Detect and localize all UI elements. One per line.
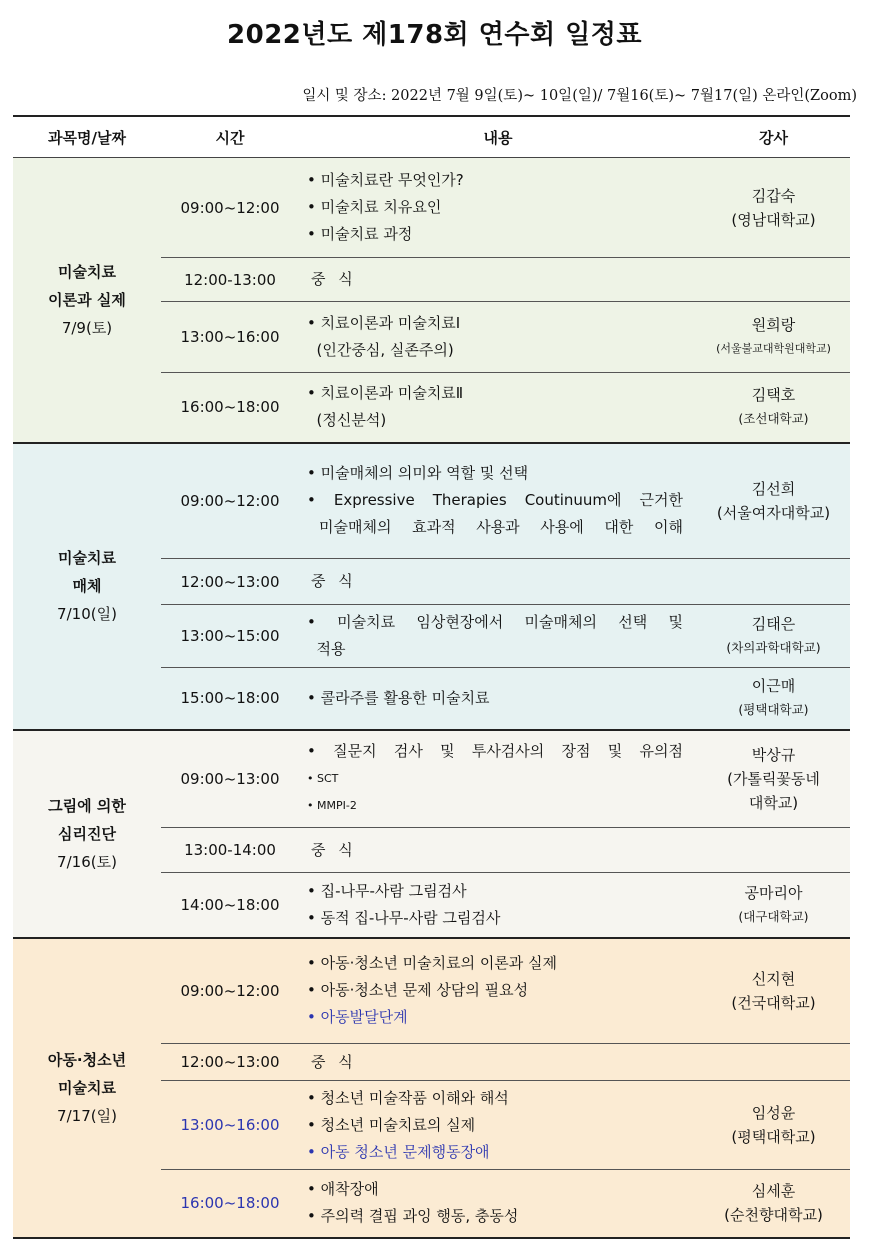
date: 7/9(토)	[61, 318, 113, 337]
table-row	[13, 730, 850, 828]
header-time: 시간	[161, 116, 299, 158]
content-cell	[299, 258, 697, 302]
time-cell: 09:00~12:00	[161, 938, 299, 1044]
instructor-cell: 김선희 (서울여자대학교)	[697, 443, 850, 559]
instructor-cell: 심세훈 (순천향대학교)	[697, 1170, 850, 1238]
time-cell: 13:00-14:00	[161, 828, 299, 873]
table-row	[13, 443, 850, 559]
schedule-info: 일시 및 장소: 2022년 7월 9일(토)~ 10일(일)/ 7월16(토)~ 7월17(일) 온라인(Zoom)	[302, 88, 857, 104]
header-instructor: 강사	[697, 116, 850, 158]
content-cell: • 청소년 미술작품 이해와 해석 • 청소년 미술치료의 실제 • 아동 청소년 문제행동장애	[299, 1081, 697, 1170]
date: 7/16(토)	[57, 852, 117, 871]
time-cell: 12:00-13:00	[161, 258, 299, 302]
content-cell	[299, 559, 697, 605]
lunch-label: 중 식	[311, 1052, 357, 1071]
instructor-cell: 원희랑 (서울불교대학원대학교)	[697, 302, 850, 373]
header-content: 내용	[299, 116, 697, 158]
content-cell: • 미술매체의 의미와 역할 및 선택 • Expressive Therapies Coutinuum에 근거한 미술매체의 효과적 사용과 사용에 대한 이해	[299, 443, 697, 559]
time-cell: 15:00~18:00	[161, 668, 299, 730]
content-cell: • 질문지 검사 및 투사검사의 장점 및 유의점 • SCT • MMPI-2	[299, 730, 697, 828]
content-cell	[299, 1044, 697, 1081]
date: 7/17(일)	[57, 1106, 117, 1125]
content-cell: • 미술치료란 무엇인가? • 미술치료 치유요인 • 미술치료 과정	[299, 158, 697, 258]
instructor-cell: 김택호 (조선대학교)	[697, 373, 850, 443]
content-cell: • 치료이론과 미술치료Ⅱ (정신분석)	[299, 373, 697, 443]
lunch-label: 중 식	[311, 270, 357, 288]
content-cell: • 아동·청소년 미술치료의 이론과 실제 • 아동·청소년 문제 상담의 필요성 • 아동발달단계	[299, 938, 697, 1044]
header-subject: 과목명/날짜	[13, 116, 161, 158]
subject-cell: 미술치료 매체 7/10(일)	[13, 443, 161, 730]
instructor-cell: 공마리아 (대구대학교)	[697, 873, 850, 938]
instructor-cell: 신지현 (건국대학교)	[697, 938, 850, 1044]
content-cell: • 애착장애 • 주의력 결핍 과잉 행동, 충동성	[299, 1170, 697, 1238]
instructor-cell: 박상규 (가톨릭꽃동네 대학교)	[697, 730, 850, 828]
time-cell: 09:00~13:00	[161, 730, 299, 828]
date: 7/10(일)	[57, 605, 117, 623]
time-cell: 12:00~13:00	[161, 1044, 299, 1081]
content-cell: • 집-나무-사람 그림검사 • 동적 집-나무-사람 그림검사	[299, 873, 697, 938]
time-cell: 09:00~12:00	[161, 158, 299, 258]
subject-cell: 그림에 의한 심리진단 7/16(토)	[13, 730, 161, 938]
instructor-cell	[697, 559, 850, 605]
instructor-cell	[697, 1044, 850, 1081]
content-cell	[299, 828, 697, 873]
subject-cell: 미술치료 이론과 실제 7/9(토)	[13, 158, 161, 443]
time-cell: 16:00~18:00	[161, 1170, 299, 1238]
time-cell: 13:00~16:00	[161, 302, 299, 373]
content-cell: • 미술치료 임상현장에서 미술매체의 선택 및 적용	[299, 605, 697, 668]
instructor-cell: 김태은 (차의과학대학교)	[697, 605, 850, 668]
table-row	[13, 938, 850, 1044]
instructor-cell: 임성윤 (평택대학교)	[697, 1081, 850, 1170]
lunch-label: 중 식	[311, 572, 357, 590]
page-title: 2022년도 제178회 연수회 일정표	[227, 20, 642, 50]
table-row	[13, 158, 850, 258]
schedule-table	[13, 115, 850, 1239]
subject-cell: 아동·청소년 미술치료 7/17(일)	[13, 938, 161, 1238]
time-cell: 09:00~12:00	[161, 443, 299, 559]
time-cell: 13:00~16:00	[161, 1081, 299, 1170]
lunch-label: 중 식	[311, 840, 357, 859]
time-cell: 13:00~15:00	[161, 605, 299, 668]
instructor-cell	[697, 258, 850, 302]
instructor-cell: 김갑숙 (영남대학교)	[697, 158, 850, 258]
content-cell: • 콜라주를 활용한 미술치료	[299, 668, 697, 730]
time-cell: 16:00~18:00	[161, 373, 299, 443]
instructor-cell: 이근매 (평택대학교)	[697, 668, 850, 730]
time-cell: 14:00~18:00	[161, 873, 299, 938]
instructor-cell	[697, 828, 850, 873]
time-cell: 12:00~13:00	[161, 559, 299, 605]
header-row	[13, 116, 850, 158]
content-cell: • 치료이론과 미술치료Ⅰ (인간중심, 실존주의)	[299, 302, 697, 373]
